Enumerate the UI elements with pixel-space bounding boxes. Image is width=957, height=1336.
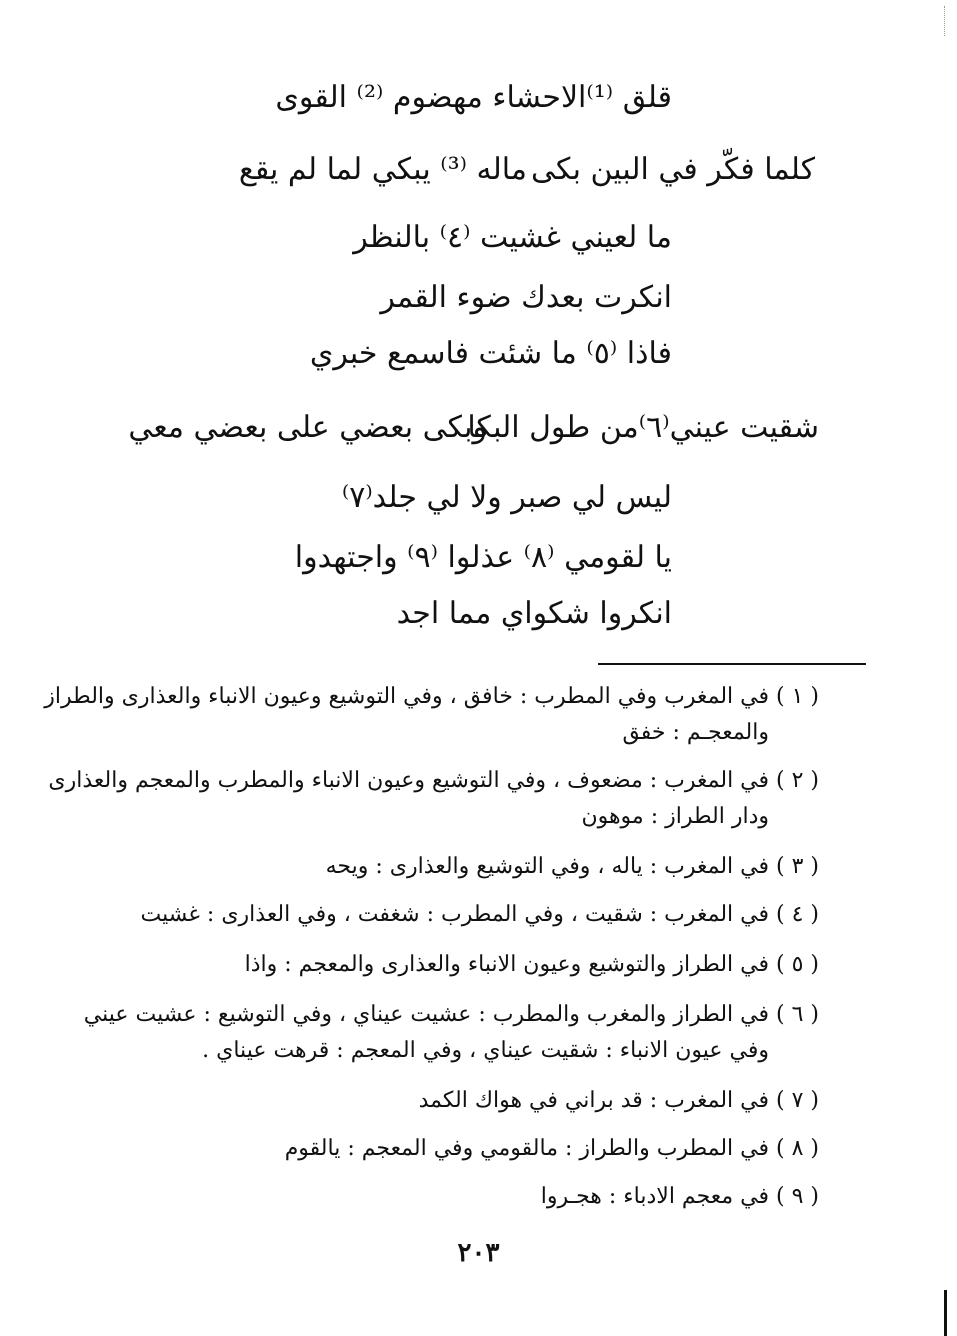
poem-line-2-left-hemistich: ماله ⁽³⁾ يبكي لما لم يقع — [238, 152, 527, 187]
footnote-1-line-1: ( ١ ) في المغرب وفي المطرب : خافق ، وفي التوشيع وعيون الانباء والعذارى والطراز — [44, 684, 819, 709]
footnote-5: ( ٥ ) في الطراز والتوشيع وعيون الانباء والعذارى والمعجم : واذا — [244, 952, 819, 977]
footnote-3: ( ٣ ) في المغرب : ياله ، وفي التوشيع والعذارى : ويحه — [325, 854, 819, 879]
footnote-4: ( ٤ ) في المغرب : شقيت ، وفي المطرب : شغفت ، وفي العذارى : غشيت — [140, 902, 819, 927]
footnote-6-line-2: وفي عيون الانباء : شقيت عيناي ، وفي المعجم : قرهت عيناي . — [202, 1038, 769, 1063]
poem-line-5: فاذا ⁽٥⁾ ما شئت فاسمع خبري — [309, 336, 672, 371]
footnote-2-line-2: ودار الطراز : موهون — [581, 804, 769, 829]
footnote-9: ( ٩ ) في معجم الادباء : هجـروا — [540, 1184, 819, 1209]
page-number: ٢٠٣ — [457, 1238, 500, 1268]
footnote-7: ( ٧ ) في المغرب : قد براني في هواك الكمد — [418, 1088, 819, 1113]
poem-line-6-left-hemistich: وبكى بعضي على بعضي معي — [128, 410, 487, 445]
footnote-2-line-1: ( ٢ ) في المغرب : مضعوف ، وفي التوشيع وعيون الانباء والمطرب والمعجم والعذارى — [48, 768, 819, 793]
poem-line-6-right-hemistich: شقيت عيني⁽٦⁾من طول البكا — [467, 410, 819, 445]
poem-line-9: انكروا شكواي مما اجد — [396, 596, 672, 631]
poem-line-8: يا لقومي ⁽٨⁾ عذلوا ⁽٩⁾ واجتهدوا — [294, 540, 672, 575]
footnote-6-line-1: ( ٦ ) في الطراز والمغرب والمطرب : عشيت عيناي ، وفي التوشيع : عشيت عيني — [83, 1002, 819, 1027]
poem-line-1: قلق ⁽¹⁾الاحشاء مهضوم ⁽²⁾ القوى — [275, 80, 672, 115]
footnote-8: ( ٨ ) في المطرب والطراز : مالقومي وفي المعجم : يالقوم — [284, 1136, 819, 1161]
scan-edge-mark — [944, 6, 951, 36]
footnote-1-line-2: والمعجـم : خفق — [622, 720, 769, 745]
page-edge-shadow — [944, 1290, 947, 1336]
poem-line-4: انكرت بعدك ضوء القمر — [380, 280, 672, 315]
poem-line-2-right-hemistich: كلما فكّر في البين بكى — [531, 152, 815, 187]
poem-line-7: ليس لي صبر ولا لي جلد⁽٧⁾ — [341, 480, 672, 515]
footnote-divider — [598, 663, 866, 665]
poem-line-3: ما لعيني غشيت ⁽٤⁾ بالنظر — [353, 220, 672, 255]
